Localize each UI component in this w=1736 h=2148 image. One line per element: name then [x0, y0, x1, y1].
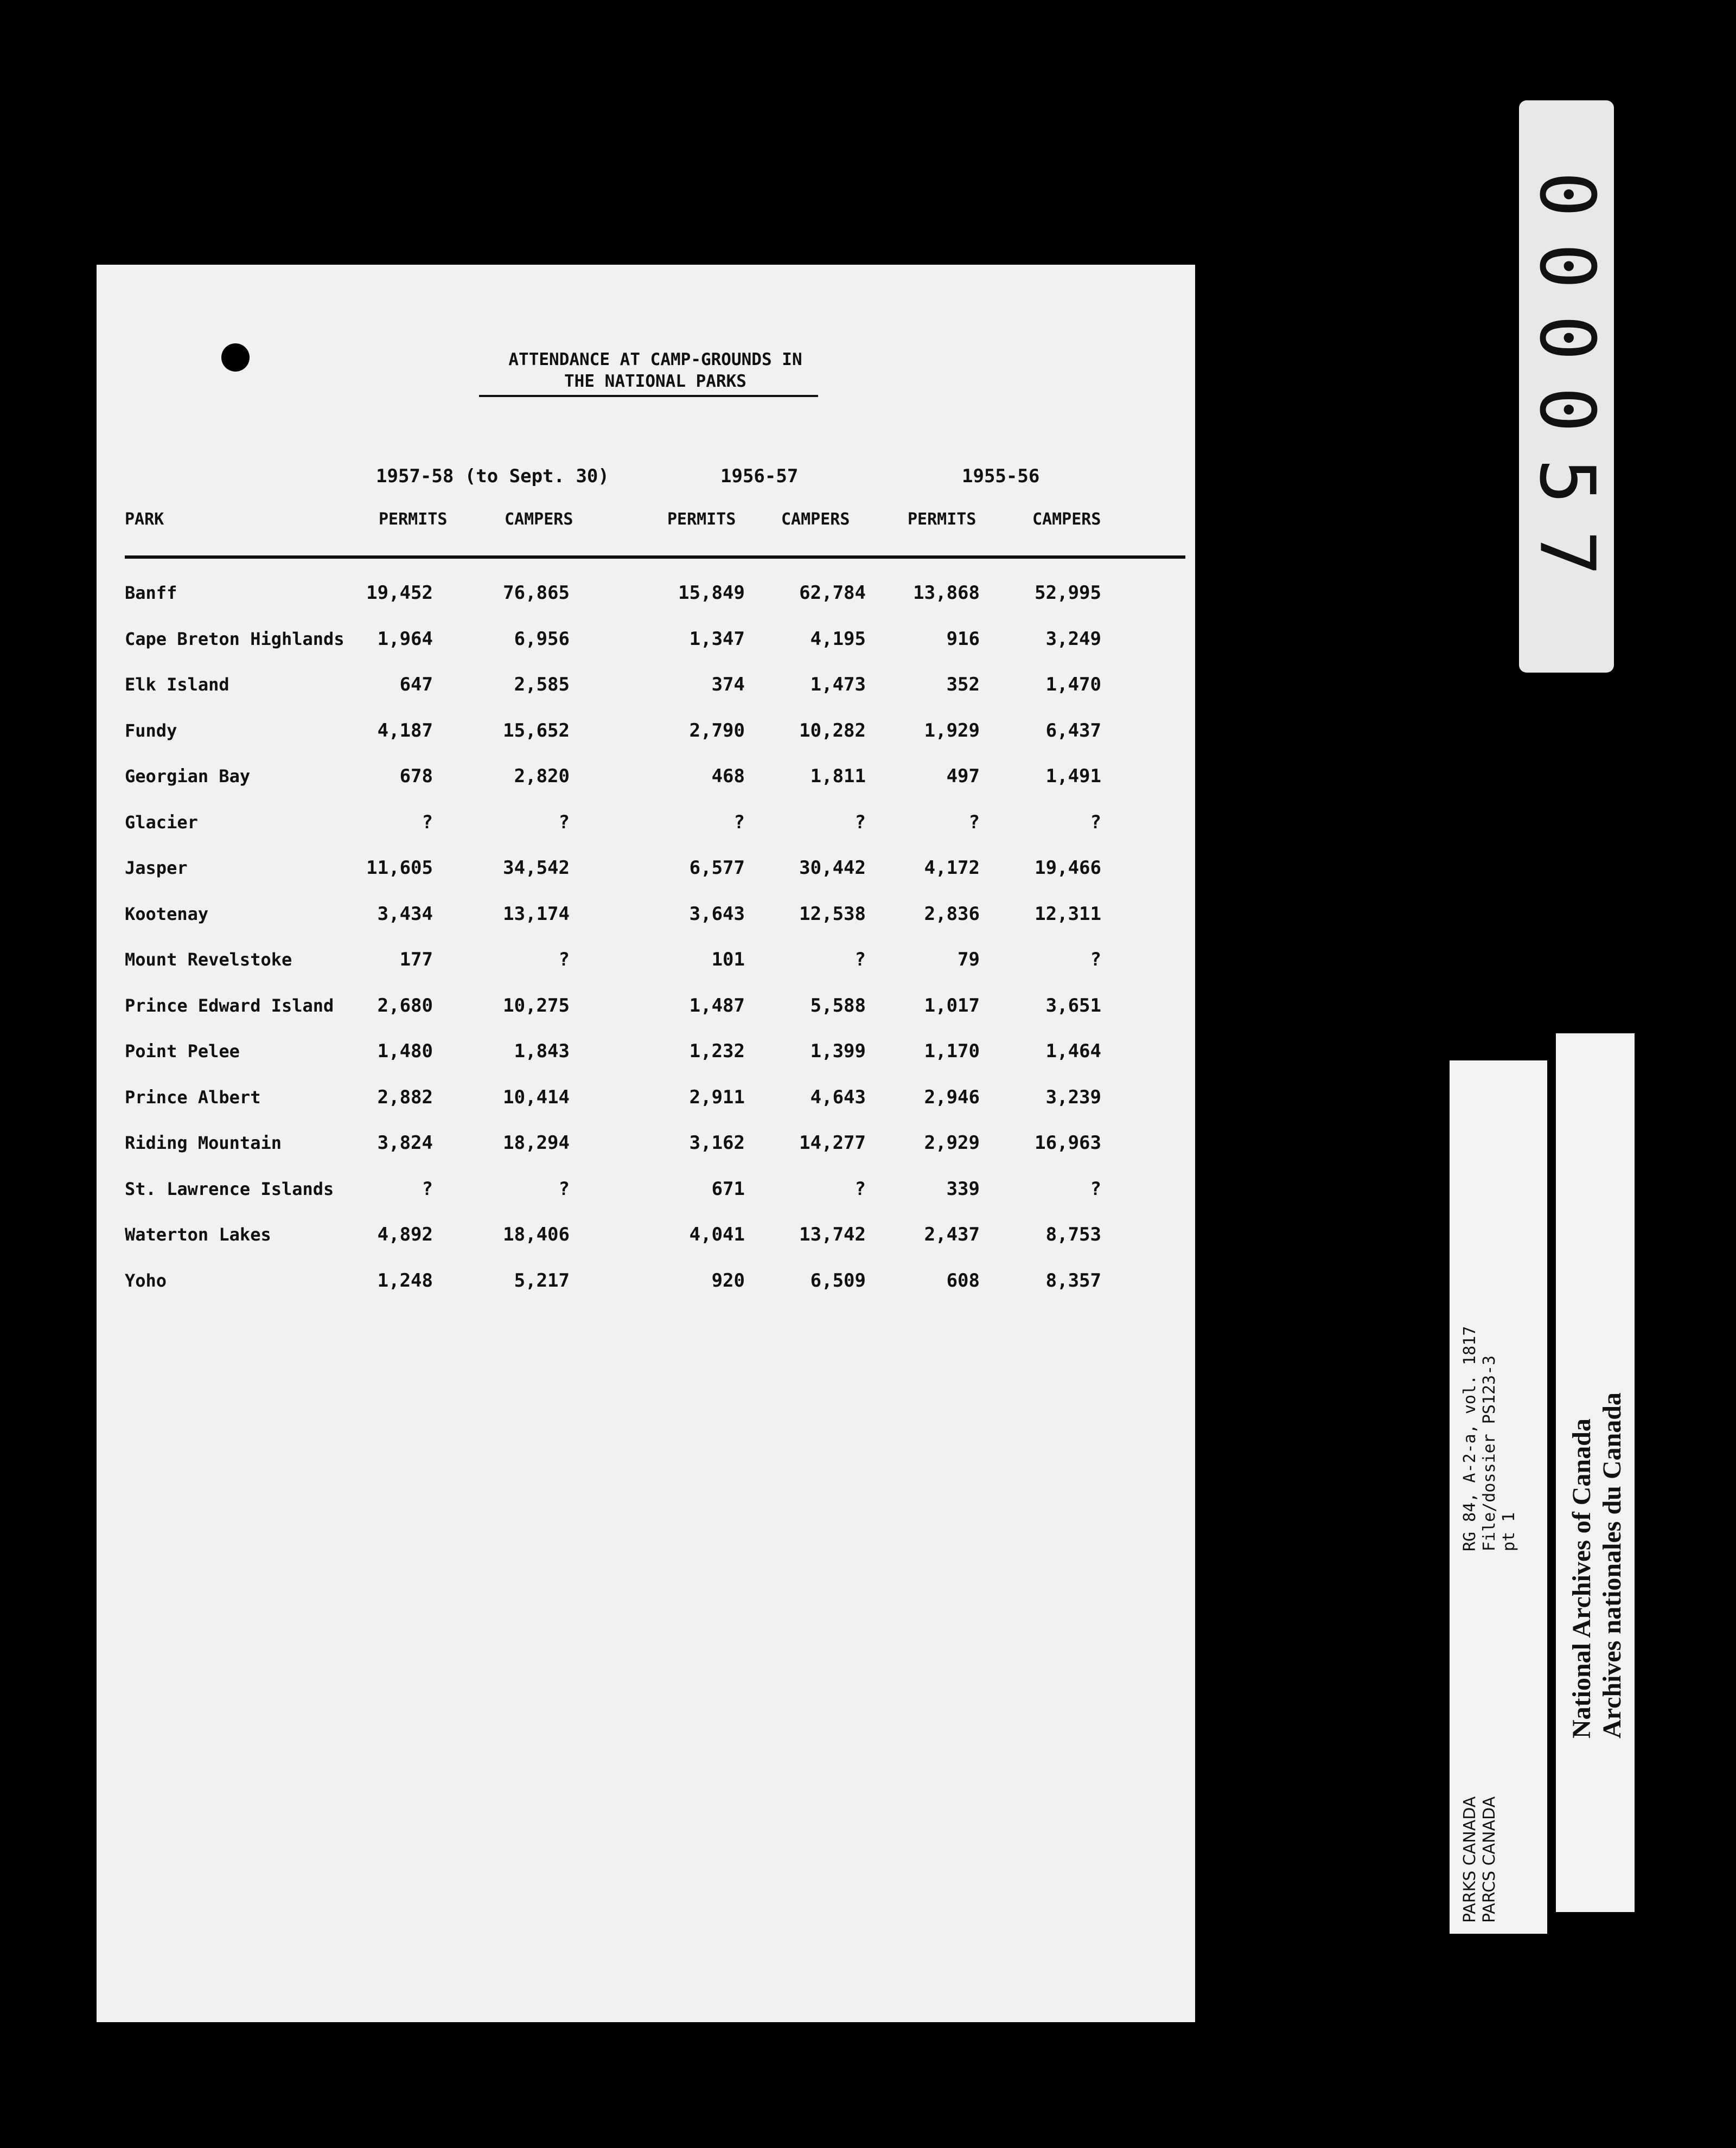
cell-permits-1957-58: 4,187	[377, 719, 433, 741]
column-header-permits-1: PERMITS	[379, 510, 448, 529]
park-name: Banff	[125, 583, 177, 603]
park-name: Yoho	[125, 1270, 167, 1291]
year-header-1956-57: 1956-57	[720, 465, 799, 487]
cell-permits-1957-58: 2,680	[377, 994, 433, 1017]
table-row	[97, 1173, 1195, 1205]
document-page	[97, 265, 1195, 2022]
archive-ref-line-3: pt 1	[1499, 1512, 1518, 1551]
park-name: Glacier	[125, 811, 198, 833]
cell-campers-1956-57: 12,538	[799, 903, 866, 925]
archive-reference-label	[1450, 1060, 1547, 1934]
cell-campers-1957-58: ?	[558, 1178, 570, 1200]
cell-campers-1955-56: 3,651	[1045, 994, 1101, 1017]
cell-permits-1956-57: 4,041	[689, 1224, 745, 1245]
cell-permits-1955-56: 339	[946, 1178, 980, 1200]
cell-campers-1956-57: 1,473	[810, 674, 866, 695]
cell-campers-1956-57: 30,442	[799, 857, 866, 879]
cell-campers-1955-56: 8,357	[1045, 1269, 1101, 1292]
park-name: Elk Island	[125, 674, 229, 695]
cell-campers-1955-56: 3,249	[1045, 628, 1101, 650]
table-row	[97, 668, 1195, 701]
table-row	[97, 898, 1195, 930]
cell-permits-1956-57: 6,577	[689, 857, 745, 879]
cell-campers-1955-56: 16,963	[1035, 1132, 1101, 1154]
park-name: Georgian Bay	[125, 766, 251, 787]
cell-permits-1955-56: 1,017	[924, 994, 980, 1017]
park-name: Waterton Lakes	[125, 1224, 271, 1245]
park-name: Mount Revelstoke	[125, 949, 292, 970]
cell-permits-1955-56: 13,868	[913, 582, 980, 604]
cell-permits-1956-57: ?	[733, 811, 745, 833]
cell-campers-1957-58: 10,275	[503, 994, 570, 1017]
title-underline	[479, 395, 818, 397]
cell-permits-1957-58: ?	[422, 811, 433, 833]
park-name: Fundy	[125, 720, 177, 741]
archive-ref-line-2: File/dossier PS123-3	[1480, 1355, 1499, 1551]
year-header-1957-58: 1957-58 (to Sept. 30)	[376, 465, 609, 487]
frame-number: 000057	[1522, 171, 1611, 602]
cell-permits-1956-57: 671	[711, 1178, 745, 1200]
cell-campers-1956-57: 1,399	[810, 1040, 866, 1062]
cell-campers-1955-56: ?	[1090, 949, 1101, 970]
cell-campers-1956-57: 1,811	[810, 765, 866, 787]
cell-campers-1955-56: 19,466	[1035, 857, 1101, 879]
cell-campers-1957-58: 5,217	[514, 1269, 570, 1292]
cell-permits-1957-58: 19,452	[366, 582, 433, 604]
cell-permits-1955-56: ?	[968, 811, 980, 833]
cell-campers-1957-58: ?	[558, 811, 570, 833]
table-row	[97, 852, 1195, 884]
cell-permits-1956-57: 101	[711, 949, 745, 970]
column-header-campers-3: CAMPERS	[1032, 510, 1101, 529]
cell-permits-1957-58: 3,824	[377, 1132, 433, 1154]
cell-permits-1957-58: 4,892	[377, 1224, 433, 1245]
column-header-permits-2: PERMITS	[667, 510, 736, 529]
national-archives-label	[1556, 1033, 1635, 1912]
park-name: Jasper	[125, 858, 188, 878]
cell-campers-1957-58: 15,652	[503, 719, 570, 741]
cell-permits-1956-57: 468	[711, 765, 745, 787]
cell-permits-1957-58: 11,605	[366, 857, 433, 879]
column-header-campers-2: CAMPERS	[781, 510, 850, 529]
title-line-2: THE NATIONAL PARKS	[564, 372, 746, 391]
cell-permits-1956-57: 2,790	[689, 719, 745, 741]
cell-permits-1957-58: 647	[399, 674, 433, 695]
park-name: St. Lawrence Islands	[125, 1178, 334, 1199]
cell-campers-1955-56: ?	[1090, 1178, 1101, 1200]
cell-campers-1956-57: 13,742	[799, 1224, 866, 1245]
table-row	[97, 623, 1195, 655]
table-row	[97, 714, 1195, 747]
cell-campers-1957-58: 2,585	[514, 674, 570, 695]
cell-campers-1957-58: 13,174	[503, 903, 570, 925]
cell-permits-1955-56: 79	[958, 949, 980, 970]
cell-permits-1956-57: 1,232	[689, 1040, 745, 1062]
cell-permits-1955-56: 2,946	[924, 1086, 980, 1108]
cell-campers-1956-57: 62,784	[799, 582, 866, 604]
cell-permits-1955-56: 608	[946, 1269, 980, 1292]
park-name: Point Pelee	[125, 1041, 240, 1062]
parks-canada-fr: PARCS CANADA	[1480, 1796, 1499, 1923]
cell-campers-1957-58: 34,542	[503, 857, 570, 879]
park-name: Kootenay	[125, 903, 209, 924]
cell-campers-1955-56: 12,311	[1035, 903, 1101, 925]
frame-number-stamp	[1519, 100, 1614, 673]
punch-hole	[221, 343, 250, 372]
cell-permits-1957-58: ?	[422, 1178, 433, 1200]
cell-permits-1956-57: 15,849	[678, 582, 745, 604]
column-header-park: PARK	[125, 510, 164, 529]
cell-campers-1955-56: 1,470	[1045, 674, 1101, 695]
cell-campers-1957-58: 18,406	[503, 1224, 570, 1245]
archives-name-fr: Archives nationales du Canada	[1598, 1392, 1626, 1738]
cell-campers-1955-56: 52,995	[1035, 582, 1101, 604]
cell-permits-1955-56: 2,437	[924, 1224, 980, 1245]
cell-campers-1955-56: 1,491	[1045, 765, 1101, 787]
cell-permits-1955-56: 497	[946, 765, 980, 787]
cell-permits-1957-58: 678	[399, 765, 433, 787]
cell-permits-1955-56: 2,929	[924, 1132, 980, 1154]
cell-permits-1957-58: 2,882	[377, 1086, 433, 1108]
cell-permits-1955-56: 916	[946, 628, 980, 650]
table-row	[97, 1081, 1195, 1114]
cell-permits-1956-57: 374	[711, 674, 745, 695]
cell-permits-1957-58: 1,248	[377, 1269, 433, 1292]
cell-campers-1957-58: 76,865	[503, 582, 570, 604]
cell-campers-1956-57: ?	[854, 949, 866, 970]
park-name: Riding Mountain	[125, 1133, 282, 1153]
cell-campers-1957-58: 6,956	[514, 628, 570, 650]
cell-campers-1956-57: 5,588	[810, 994, 866, 1017]
table-row	[97, 1127, 1195, 1159]
table-row	[97, 1035, 1195, 1067]
cell-permits-1955-56: 4,172	[924, 857, 980, 879]
cell-campers-1955-56: 3,239	[1045, 1086, 1101, 1108]
column-header-campers-1: CAMPERS	[505, 510, 573, 529]
park-name: Cape Breton Highlands	[125, 628, 344, 649]
cell-campers-1956-57: ?	[854, 811, 866, 833]
archive-ref-line-1: RG 84, A-2-a, vol. 1817	[1460, 1326, 1479, 1551]
cell-permits-1957-58: 177	[399, 949, 433, 970]
title-line-1: ATTENDANCE AT CAMP-GROUNDS IN	[508, 350, 802, 369]
document-title	[479, 349, 832, 392]
table-row	[97, 1264, 1195, 1297]
cell-permits-1955-56: 1,929	[924, 719, 980, 741]
cell-permits-1956-57: 1,487	[689, 994, 745, 1017]
cell-permits-1956-57: 2,911	[689, 1086, 745, 1108]
table-row	[97, 760, 1195, 792]
cell-permits-1955-56: 2,836	[924, 903, 980, 925]
cell-campers-1957-58: 10,414	[503, 1086, 570, 1108]
cell-campers-1956-57: 6,509	[810, 1269, 866, 1292]
year-header-1955-56: 1955-56	[962, 465, 1040, 487]
cell-campers-1957-58: 1,843	[514, 1040, 570, 1062]
cell-campers-1955-56: 1,464	[1045, 1040, 1101, 1062]
cell-permits-1957-58: 1,964	[377, 628, 433, 650]
cell-permits-1957-58: 3,434	[377, 903, 433, 925]
cell-permits-1956-57: 3,643	[689, 903, 745, 925]
cell-campers-1955-56: 6,437	[1045, 719, 1101, 741]
cell-permits-1956-57: 3,162	[689, 1132, 745, 1154]
cell-campers-1956-57: 4,643	[810, 1086, 866, 1108]
cell-campers-1956-57: 14,277	[799, 1132, 866, 1154]
park-name: Prince Edward Island	[125, 995, 334, 1016]
cell-campers-1957-58: 18,294	[503, 1132, 570, 1154]
cell-permits-1956-57: 920	[711, 1269, 745, 1292]
cell-campers-1957-58: ?	[558, 949, 570, 970]
parks-canada-en: PARKS CANADA	[1460, 1796, 1479, 1923]
header-rule	[125, 555, 1185, 559]
cell-permits-1957-58: 1,480	[377, 1040, 433, 1062]
cell-campers-1956-57: 10,282	[799, 719, 866, 741]
cell-campers-1956-57: 4,195	[810, 628, 866, 650]
table-row	[97, 989, 1195, 1022]
cell-permits-1955-56: 352	[946, 674, 980, 695]
column-header-permits-3: PERMITS	[908, 510, 976, 529]
cell-campers-1956-57: ?	[854, 1178, 866, 1200]
cell-campers-1955-56: 8,753	[1045, 1224, 1101, 1245]
cell-permits-1956-57: 1,347	[689, 628, 745, 650]
cell-campers-1955-56: ?	[1090, 811, 1101, 833]
archives-name-en: National Archives of Canada	[1567, 1418, 1596, 1738]
cell-permits-1955-56: 1,170	[924, 1040, 980, 1062]
park-name: Prince Albert	[125, 1086, 261, 1108]
table-row	[97, 943, 1195, 976]
cell-campers-1957-58: 2,820	[514, 765, 570, 787]
table-row	[97, 577, 1195, 609]
table-row	[97, 806, 1195, 839]
table-row	[97, 1218, 1195, 1251]
